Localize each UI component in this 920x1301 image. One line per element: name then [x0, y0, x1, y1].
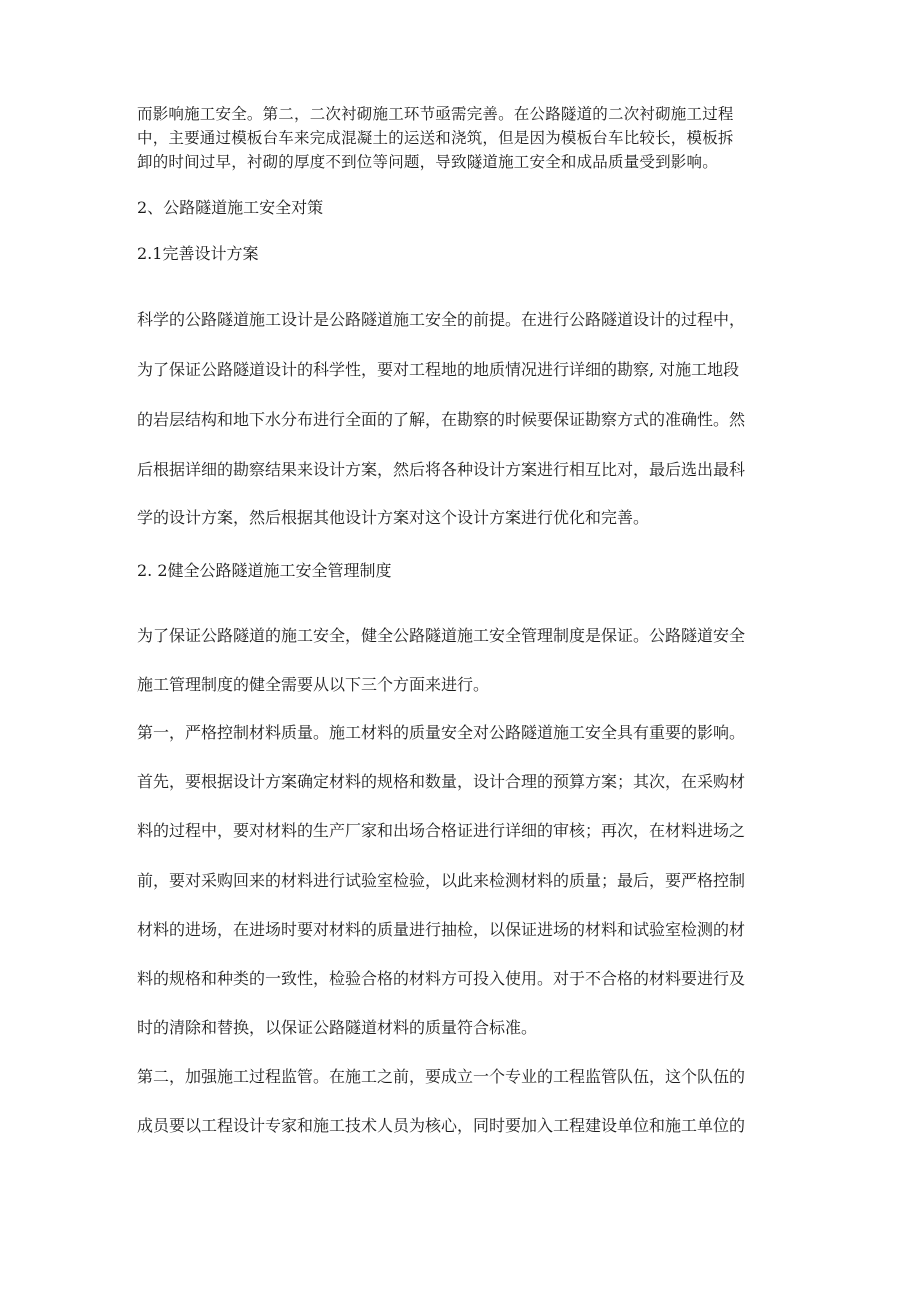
intro-line: 而影响施工安全。第二，二次衬砌施工环节亟需完善。在公路隧道的二次衬砌施工过程 — [137, 105, 734, 123]
body-line: 料的过程中，要对材料的生产厂家和出场合格证进行详细的审核；再次，在材料进场之 — [137, 821, 746, 840]
body-line: 为了保证公路隧道设计的科学性，要对工程地的地质情况进行详细的勘察, 对施工地段 — [137, 360, 740, 379]
body-line: 首先，要根据设计方案确定材料的规格和数量，设计合理的预算方案；其次，在采购材 — [137, 772, 746, 791]
section-heading-2-1: 2.1完善设计方案 — [137, 244, 259, 263]
body-line: 料的规格和种类的一致性，检验合格的材料方可投入使用。对于不合格的材料要进行及 — [137, 969, 746, 988]
body-line: 后根据详细的勘察结果来设计方案，然后将各种设计方案进行相互比对，最后选出最科 — [137, 460, 746, 479]
body-line: 第一，严格控制材料质量。施工材料的质量安全对公路隧道施工安全具有重要的影响。 — [137, 723, 746, 742]
body-line: 第二，加强施工过程监管。在施工之前，要成立一个专业的工程监管队伍，这个队伍的 — [137, 1067, 746, 1086]
intro-line: 卸的时间过早，衬砌的厚度不到位等问题，导致隧道施工安全和成品质量受到影响。 — [137, 153, 718, 171]
body-line: 学的设计方案，然后根据其他设计方案对这个设计方案进行优化和完善。 — [137, 508, 650, 527]
body-line: 科学的公路隧道施工设计是公路隧道施工安全的前提。在进行公路隧道设计的过程中， — [137, 310, 746, 329]
section-heading-2: 2、公路隧道施工安全对策 — [137, 198, 324, 217]
body-line: 前，要对采购回来的材料进行试验室检验，以此来检测材料的质量；最后，要严格控制 — [137, 871, 746, 890]
section-heading-2-2: 2. 2健全公路隧道施工安全管理制度 — [137, 561, 392, 580]
body-line: 时的清除和替换，以保证公路隧道材料的质量符合标准。 — [137, 1018, 538, 1037]
body-line: 施工管理制度的健全需要从以下三个方面来进行。 — [137, 675, 490, 694]
body-line: 材料的进场，在进场时要对材料的质量进行抽检，以保证进场的材料和试验室检测的材 — [137, 920, 746, 939]
body-line: 为了保证公路隧道的施工安全，健全公路隧道施工安全管理制度是保证。公路隧道安全 — [137, 626, 746, 645]
body-line: 的岩层结构和地下水分布进行全面的了解，在勘察的时候要保证勘察方式的准确性。然 — [137, 410, 746, 429]
body-line: 成员要以工程设计专家和施工技术人员为核心，同时要加入工程建设单位和施工单位的 — [137, 1116, 746, 1135]
intro-line: 中，主要通过模板台车来完成混凝土的运送和浇筑，但是因为模板台车比较长，模板拆 — [137, 129, 734, 147]
